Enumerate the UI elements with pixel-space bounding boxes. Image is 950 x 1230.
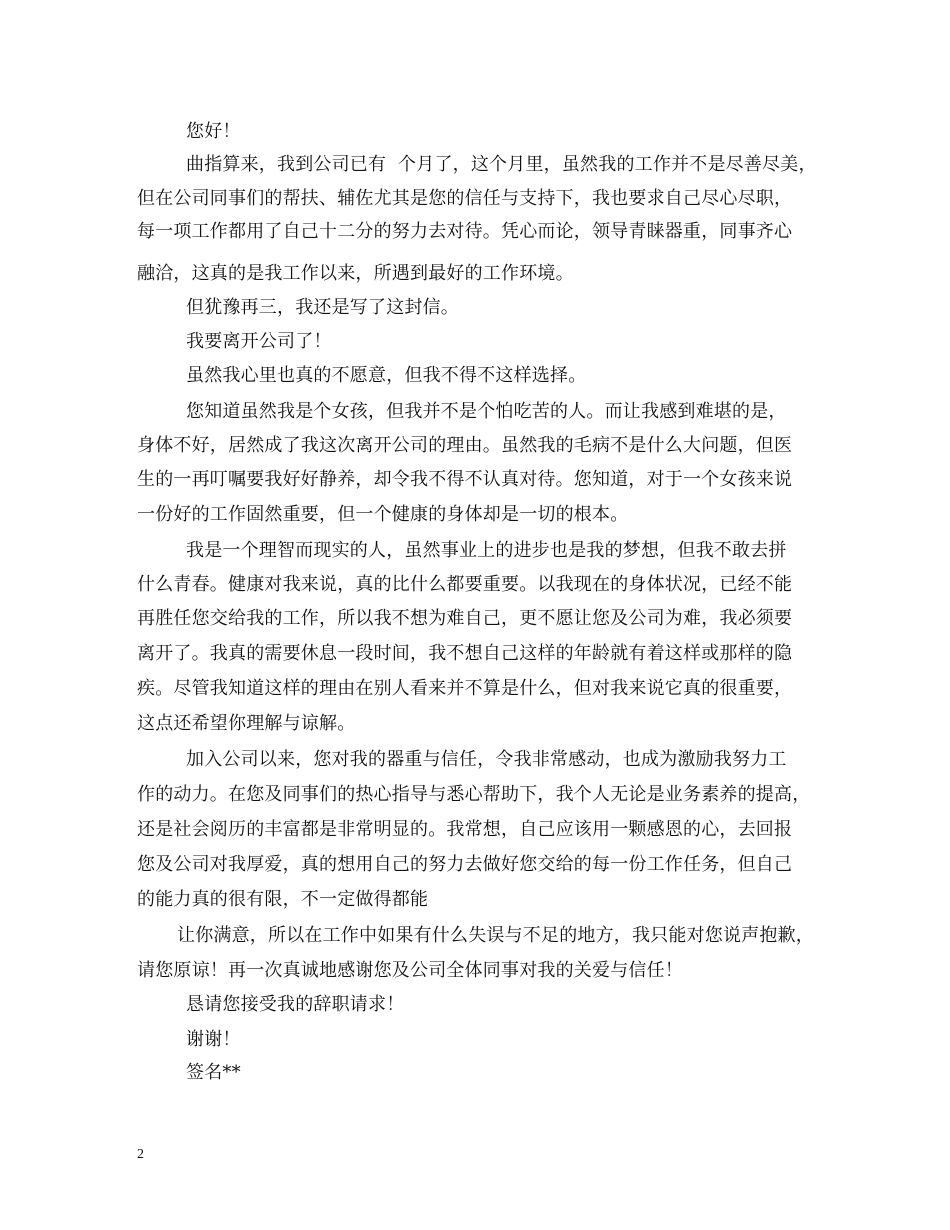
body-line: 作的动力。在您及同事们的热心指导与悉心帮助下，我个人无论是业务素养的提高， bbox=[137, 784, 811, 805]
body-line: 每一项工作都用了自己十二分的努力去对待。凭心而论，领导青睐器重，同事齐心 bbox=[137, 221, 793, 242]
greeting: 您好！ bbox=[186, 121, 241, 142]
body-line: 加入公司以来，您对我的器重与信任，令我非常感动，也成为激励我努力工 bbox=[186, 749, 787, 770]
closing-line: 恳请您接受我的辞职请求！ bbox=[186, 994, 405, 1015]
body-line: 疾。尽管我知道这样的理由在别人看来并不算是什么，但对我来说它真的很重要， bbox=[137, 678, 793, 699]
body-line: 离开了。我真的需要休息一段时间，我不想自己这样的年龄就有着这样或那样的隐 bbox=[137, 643, 793, 664]
page-number: 2 bbox=[137, 1147, 144, 1162]
body-line: 融洽，这真的是我工作以来，所遇到最好的工作环境。 bbox=[137, 263, 574, 284]
body-line: 让你满意，所以在工作中如果有什么失误与不足的地方，我只能对您说声抱歉， bbox=[177, 925, 814, 946]
body-line: 您及公司对我厚爱，真的想用自己的努力去做好您交给的每一份工作任务，但自己 bbox=[137, 854, 793, 875]
body-line: 但在公司同事们的帮扶、辅佐尤其是您的信任与支持下，我也要求自己尽心尽职， bbox=[137, 188, 793, 209]
body-line: 生的一再叮嘱要我好好静养，却令我不得不认真对待。您知道，对于一个女孩来说 bbox=[137, 469, 793, 490]
body-line: 我要离开公司了！ bbox=[186, 331, 332, 352]
body-line: 曲指算来，我到公司已有 个月了，这个月里，虽然我的工作并不是尽善尽美， bbox=[186, 154, 817, 175]
body-line: 这点还希望你理解与谅解。 bbox=[137, 713, 356, 734]
body-line: 再胜任您交给我的工作，所以我不想为难自己，更不愿让您及公司为难，我必须要 bbox=[137, 608, 793, 629]
body-line: 一份好的工作固然重要，但一个健康的身体却是一切的根本。 bbox=[137, 504, 629, 525]
body-line: 还是社会阅历的丰富都是非常明显的。我常想，自己应该用一颗感恩的心，去回报 bbox=[137, 819, 793, 840]
body-line: 我是一个理智而现实的人，虽然事业上的进步也是我的梦想，但我不敢去拼 bbox=[186, 540, 787, 561]
body-line: 虽然我心里也真的不愿意，但我不得不这样选择。 bbox=[186, 365, 587, 386]
signature-line: 签名** bbox=[186, 1062, 241, 1083]
body-line: 身体不好，居然成了我这次离开公司的理由。虽然我的毛病不是什么大问题，但医 bbox=[137, 435, 793, 456]
body-line: 您知道虽然我是个女孩，但我并不是个怕吃苦的人。而让我感到难堪的是， bbox=[186, 401, 787, 422]
thanks-line: 谢谢！ bbox=[186, 1029, 241, 1050]
body-line: 请您原谅！再一次真诚地感谢您及公司全体同事对我的关爱与信任！ bbox=[137, 960, 683, 981]
body-line: 但犹豫再三，我还是写了这封信。 bbox=[186, 297, 459, 318]
body-line: 什么青春。健康对我来说，真的比什么都要重要。以我现在的身体状况，已经不能 bbox=[137, 574, 793, 595]
body-line: 的能力真的很有限，不一定做得都能 bbox=[137, 889, 429, 910]
